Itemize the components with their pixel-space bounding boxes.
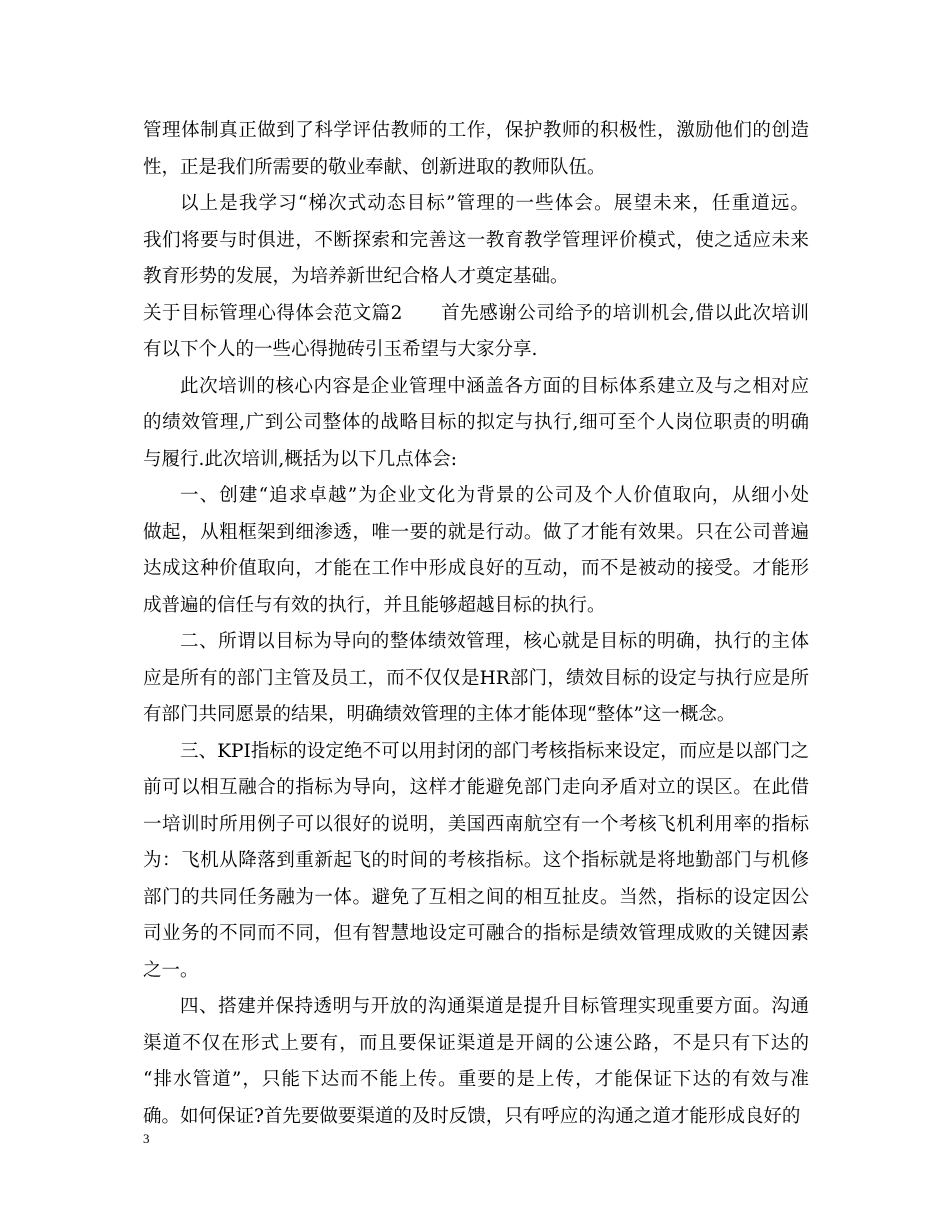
text-line: 成普遍的信任与有效的执行，并且能够超越目标的执行。 [143, 594, 606, 616]
text-line: 管理体制真正做到了科学评估教师的工作，保护教师的积极性，激励他们的创造 [143, 120, 809, 141]
text-line: 确。如何保证?首先要做要渠道的及时反馈，只有呼应的沟通之道才能形成良好的 [143, 1105, 801, 1127]
document-body [143, 113, 809, 1135]
paragraph [143, 369, 809, 479]
paragraph [143, 624, 809, 734]
text-line: 做起，从粗框架到细渗透，唯一要的就是行动。做了才能有效果。只在公司普遍 [143, 521, 809, 543]
paragraph [143, 989, 809, 1135]
text-line: 与履行.此次培训,概括为以下几点体会: [143, 448, 457, 470]
text-line: 四、搭建并保持透明与开放的沟通渠道是提升目标管理实现重要方面。沟通 [180, 996, 809, 1017]
text-line: 二、所谓以目标为导向的整体绩效管理，核心就是目标的明确，执行的主体 [180, 631, 809, 652]
text-line: 性，正是我们所需要的敬业奉献、创新进取的教师队伍。 [143, 156, 606, 178]
text-line: 为：飞机从降落到重新起飞的时间的考核指标。这个指标就是将地勤部门与机修 [143, 850, 809, 871]
page-number: 3 [143, 1131, 150, 1146]
text-line: 前可以相互融合的指标为导向，这样才能避免部门走向矛盾对立的误区。在此借 [143, 777, 809, 798]
paragraph [143, 734, 809, 990]
text-line: 达成这种价值取向，才能在工作中形成良好的互动，而不是被动的接受。才能形 [143, 558, 809, 579]
text-line: 之一。 [143, 959, 199, 981]
text-line: 关于目标管理心得体会范文篇2 首先感谢公司给予的培训机会,借以此次培训 [143, 302, 809, 324]
text-line: 的绩效管理,广到公司整体的战略目标的拟定与执行,细可至个人岗位职责的明确 [143, 412, 809, 433]
text-line: 有部门共同愿景的结果，明确绩效管理的主体才能体现“整体”这一概念。 [143, 704, 736, 725]
text-line: 教育形势的发展，为培养新世纪合格人才奠定基础。 [143, 266, 569, 287]
text-line: 三、KPI指标的设定绝不可以用封闭的部门考核指标来设定，而应是以部门之 [180, 740, 809, 762]
paragraph [143, 478, 809, 624]
text-line: “排水管道”，只能下达而不能上传。重要的是上传，才能保证下达的有效与准 [143, 1069, 809, 1090]
text-line: 部门的共同任务融为一体。避免了互相之间的相互扯皮。当然，指标的设定因公 [143, 886, 809, 908]
text-line: 有以下个人的一些心得抛砖引玉希望与大家分享. [143, 339, 538, 360]
text-line: 一、创建“追求卓越”为企业文化为背景的公司及个人价值取向，从细小处 [180, 485, 809, 506]
paragraph [143, 113, 809, 186]
paragraph [143, 186, 809, 296]
text-line: 此次培训的核心内容是企业管理中涵盖各方面的目标体系建立及与之相对应 [180, 375, 809, 397]
text-line: 以上是我学习“梯次式动态目标”管理的一些体会。展望未来，任重道远。 [180, 193, 809, 214]
paragraph [143, 296, 809, 369]
text-line: 一培训时所用例子可以很好的说明，美国西南航空有一个考核飞机利用率的指标 [143, 813, 809, 835]
text-line: 应是所有的部门主管及员工，而不仅仅是HR部门，绩效目标的设定与执行应是所 [143, 667, 809, 689]
text-line: 我们将要与时俱进，不断探索和完善这一教育教学管理评价模式，使之适应未来 [143, 229, 809, 251]
text-line: 渠道不仅在形式上要有，而且要保证渠道是开阔的公速公路，不是只有下达的 [143, 1032, 809, 1054]
text-line: 司业务的不同而不同，但有智慧地设定可融合的指标是绩效管理成败的关键因素 [143, 923, 809, 944]
